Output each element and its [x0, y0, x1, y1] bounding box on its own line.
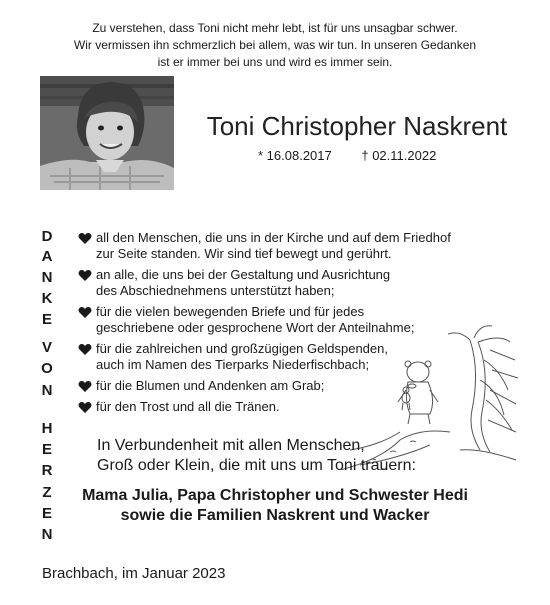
thanks-line: zur Seite standen. Wir sind tief bewegt und gerührt.	[96, 246, 392, 261]
thanks-line: für die Blumen und Andenken am Grab;	[96, 378, 325, 393]
thanks-line: an alle, die uns bei der Gestaltung und Ausrichtung	[96, 267, 391, 282]
thanks-item	[78, 304, 448, 336]
deceased-name: Toni Christopher Naskrent	[206, 111, 508, 141]
mourners-line: sowie die Familien Naskrent und Wacker	[120, 507, 430, 524]
thanks-line: für die vielen bewegenden Briefe und für jedes	[96, 304, 365, 319]
side-letter: E	[41, 505, 52, 522]
birth-date: * 16.08.2017	[258, 148, 332, 163]
heart-icon	[78, 232, 92, 245]
closing-text	[97, 436, 416, 476]
closing-line: In Verbundenheit mit allen Menschen,	[97, 437, 365, 454]
thanks-item	[78, 399, 448, 415]
portrait-photo	[40, 76, 174, 190]
thanks-item	[78, 378, 448, 394]
closing-line: Groß oder Klein, die mit uns um Toni trauern:	[97, 457, 416, 474]
thanks-line: des Abschiednehmens unterstützt haben;	[96, 283, 335, 298]
intro-line: Zu verstehen, dass Toni nicht mehr lebt, ist für uns unsagbar schwer.	[92, 21, 458, 35]
side-letter: N	[41, 526, 53, 543]
thanks-line: geschriebene oder gesprochene Wort der Anteilnahme;	[96, 320, 415, 335]
side-letter: O	[41, 360, 53, 377]
side-letter: D	[41, 228, 53, 245]
heart-icon	[78, 401, 92, 414]
side-letter: E	[41, 441, 52, 458]
side-letter: R	[41, 462, 53, 479]
side-letter: K	[41, 290, 53, 307]
heart-icon	[78, 269, 92, 282]
heart-icon	[78, 343, 92, 356]
thanks-list	[78, 230, 451, 420]
side-letter: E	[41, 311, 52, 328]
intro-text	[20, 20, 530, 71]
life-dates	[258, 148, 436, 163]
side-letter: V	[41, 339, 52, 356]
side-letter: H	[41, 420, 53, 437]
place-and-date: Brachbach, im Januar 2023	[42, 565, 226, 582]
mourners	[60, 486, 490, 526]
intro-line: ist er immer bei uns und wird es immer sein.	[157, 55, 393, 69]
side-letter: A	[41, 248, 53, 265]
thanks-item	[78, 230, 451, 262]
thanks-line: für den Trost und all die Tränen.	[96, 399, 280, 414]
side-letter: N	[41, 269, 53, 286]
thanks-line: all den Menschen, die uns in der Kirche und auf dem Friedhof	[96, 230, 451, 245]
portrait-photo-image	[40, 76, 174, 190]
mourners-line: Mama Julia, Papa Christopher und Schwester Hedi	[82, 487, 468, 504]
thanks-item	[78, 341, 448, 373]
heart-icon	[78, 306, 92, 319]
thanks-line: auch im Namen des Tierparks Niederfischbach;	[96, 357, 370, 372]
side-letter: N	[41, 382, 53, 399]
heart-icon	[78, 380, 92, 393]
side-letter: Z	[42, 484, 52, 501]
thanks-item	[78, 267, 448, 299]
death-date: † 02.11.2022	[361, 148, 437, 163]
intro-line: Wir vermissen ihn schmerzlich bei allem, was wir tun. In unseren Gedanken	[73, 38, 477, 52]
thanks-line: für die zahlreichen und großzügigen Geldspenden,	[96, 341, 388, 356]
